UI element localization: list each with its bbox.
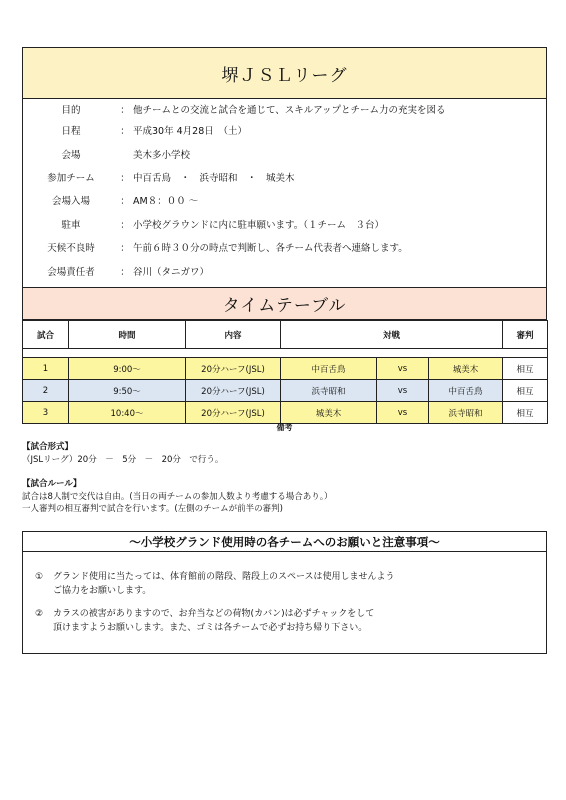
info-colon: ：	[120, 105, 130, 116]
team-right: 中百舌鳥	[429, 380, 503, 402]
referee: 相互	[503, 358, 548, 380]
rules-heading: 【試合ルール】	[22, 479, 82, 489]
table-row	[23, 358, 548, 380]
header-match: 試合	[23, 321, 69, 349]
rules-line: 一人審判の相互審判で試合を行います。(左側のチームが前半の審判)	[22, 504, 283, 514]
info-row-teams	[23, 169, 546, 189]
info-colon: ：	[120, 126, 130, 137]
info-row-manager	[23, 263, 546, 283]
match-number: 2	[23, 380, 69, 402]
match-content: 20分ハーフ(JSL)	[186, 402, 281, 424]
vs-label: vs	[377, 358, 429, 380]
item-line: ご協力をお願いします。	[53, 586, 152, 596]
match-number: 3	[23, 402, 69, 424]
match-time: 9:50～	[69, 380, 186, 402]
info-label: 会場責任者	[47, 267, 95, 278]
referee: 相互	[503, 402, 548, 424]
info-value: 小学校グラウンドに内に駐車願います。（１チーム ３台）	[133, 220, 384, 231]
info-row-date	[23, 122, 546, 142]
info-colon: ：	[120, 220, 130, 231]
item-line: 頂けますようお願いします。また、ゴミは各チームで必ずお持ち帰り下さい。	[53, 623, 368, 633]
request-box	[22, 552, 547, 654]
header-versus: 対戦	[281, 321, 503, 349]
timetable-title: タイムテーブル	[22, 287, 547, 320]
info-value: 中百舌鳥 ・ 浜寺昭和 ・ 城美木	[133, 173, 295, 184]
team-right: 浜寺昭和	[429, 402, 503, 424]
info-value: 美木多小学校	[133, 150, 191, 161]
info-value: 他チームとの交流と試合を通じて、スキルアップとチーム力の充実を図る	[133, 105, 446, 116]
info-colon: ：	[120, 267, 130, 278]
team-right: 城美木	[429, 358, 503, 380]
page-title: 堺ＪＳＬリーグ	[22, 47, 547, 99]
match-time: 9:00～	[69, 358, 186, 380]
info-row-weather	[23, 239, 546, 259]
team-left: 浜寺昭和	[281, 380, 377, 402]
remarks-label: 備考	[276, 423, 293, 432]
header-referee: 審判	[503, 321, 548, 349]
info-label: 目的	[61, 105, 81, 116]
header-content: 内容	[186, 321, 281, 349]
match-time: 10:40～	[69, 402, 186, 424]
event-info-section	[22, 99, 547, 287]
info-value: 午前６時３０分の時点で判断し、各チーム代表者へ連絡します。	[133, 243, 408, 254]
info-label: 会場	[61, 150, 81, 161]
format-heading: 【試合形式】	[22, 442, 74, 452]
info-label: 天候不良時	[47, 243, 95, 254]
item-number: ②	[35, 609, 44, 619]
table-spacer	[23, 349, 548, 358]
vs-label: vs	[377, 380, 429, 402]
match-content: 20分ハーフ(JSL)	[186, 380, 281, 402]
table-row	[23, 402, 548, 424]
info-colon: ：	[120, 196, 130, 207]
info-label: 参加チーム	[47, 173, 95, 184]
rules-line: 試合は8人制で交代は自由。(当日の両チームの参加人数より考慮する場合あり。）	[22, 491, 333, 502]
match-notes	[22, 441, 547, 516]
item-line: グランド使用に当たっては、体育館前の階段、階段上のスペースは使用しませんよう	[53, 572, 395, 582]
team-left: 中百舌鳥	[281, 358, 377, 380]
info-value: 谷川（タニガワ）	[133, 267, 210, 278]
match-content: 20分ハーフ(JSL)	[186, 358, 281, 380]
info-label: 会場入場	[51, 196, 90, 207]
info-label: 駐車	[61, 220, 81, 231]
info-value: 平成30年 4月28日 （土）	[133, 126, 247, 137]
info-row-parking	[23, 216, 546, 236]
referee: 相互	[503, 380, 548, 402]
info-label: 日程	[61, 126, 81, 137]
match-number: 1	[23, 358, 69, 380]
vs-label: vs	[377, 402, 429, 424]
info-colon: ：	[120, 243, 130, 254]
info-row-purpose	[23, 101, 546, 121]
item-number: ①	[35, 572, 44, 582]
info-colon: ：	[120, 173, 130, 184]
timetable	[22, 320, 548, 424]
header-time: 時間	[69, 321, 186, 349]
info-row-venue	[23, 146, 546, 166]
item-line: カラスの被害がありますので、お弁当などの荷物(カバン)は必ずチャックをして	[53, 609, 375, 619]
info-value: AM８：００ ～	[133, 196, 199, 207]
request-title: ～小学校グランド使用時の各チームへのお願いと注意事項～	[22, 531, 547, 552]
table-row	[23, 380, 548, 402]
team-left: 城美木	[281, 402, 377, 424]
format-text: （JSLリーグ）20分 － 5分 － 20分 で行う。	[22, 454, 224, 465]
timetable-header-row	[23, 321, 548, 349]
info-row-entry	[23, 192, 546, 212]
